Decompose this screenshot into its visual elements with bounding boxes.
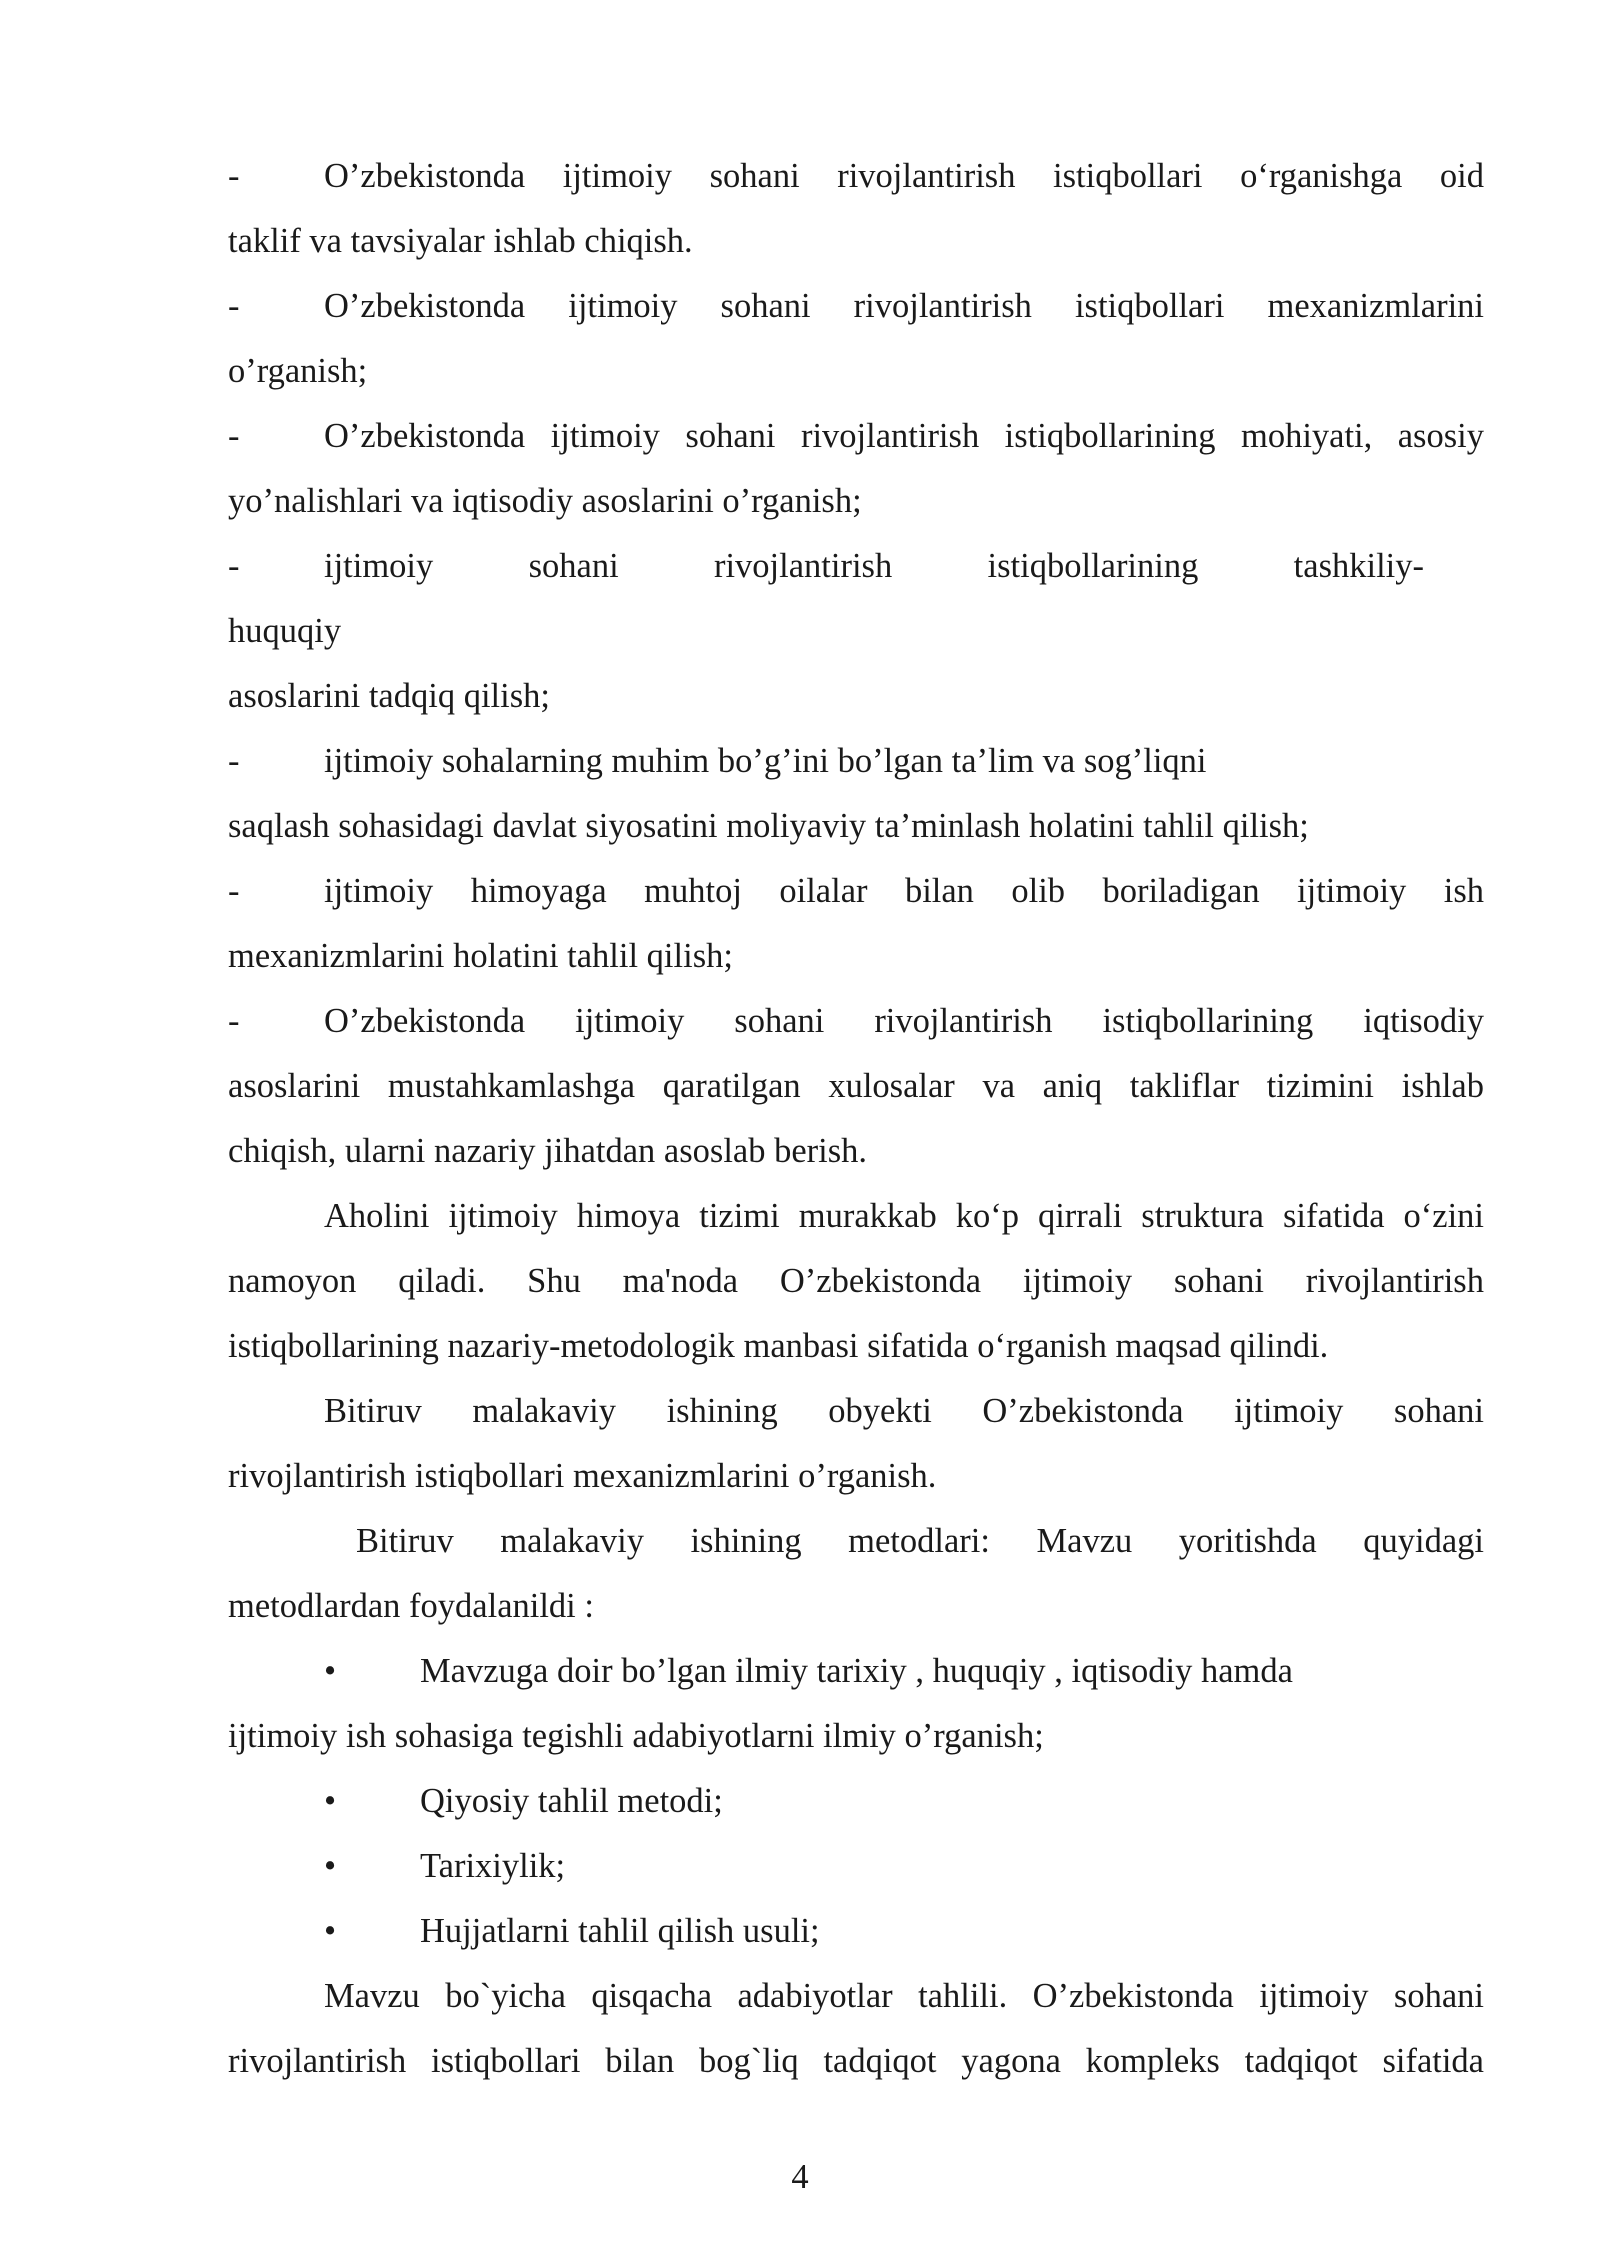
paragraph-first-line: Bitiruv malakaviy ishining obyekti O’zbekistonda ijtimoiy sohani <box>324 1392 1484 1430</box>
paragraph-first-line: Mavzu bo`yicha qisqacha adabiyotlar tahlili. O’zbekistonda ijtimoiy sohani <box>324 1977 1484 2015</box>
paragraph-line: yo’nalishlari va iqtisodiy asoslarini o’rganish; <box>228 482 862 520</box>
dash-marker: - <box>228 872 240 910</box>
list-item-text: ijtimoiy himoyaga muhtoj oilalar bilan olib boriladigan ijtimoiy ish <box>324 872 1484 910</box>
text-line <box>228 1452 1484 1517</box>
paragraph-line: taklif va tavsiyalar ishlab chiqish. <box>228 222 693 260</box>
text-line <box>228 282 1484 347</box>
text-line <box>228 737 1484 802</box>
text-line <box>228 542 1484 607</box>
text-line <box>228 672 1484 737</box>
text-line <box>228 1257 1484 1322</box>
bullet-marker: • <box>324 1782 337 1820</box>
text-line <box>228 1712 1484 1777</box>
bullet-item-text: Hujjatlarni tahlil qilish usuli; <box>420 1912 820 1950</box>
dash-marker: - <box>228 287 240 325</box>
page-number: 4 <box>791 2158 809 2196</box>
text-line <box>228 607 1484 672</box>
bullet-item-text: Mavzuga doir bo’lgan ilmiy tarixiy , huquqiy , iqtisodiy hamda <box>420 1652 1293 1690</box>
paragraph-line: mexanizmlarini holatini tahlil qilish; <box>228 937 733 975</box>
text-line <box>228 1322 1484 1387</box>
text-line <box>228 1582 1484 1647</box>
list-item-text: O’zbekistonda ijtimoiy sohani rivojlantirish istiqbollarining iqtisodiy <box>324 1002 1484 1040</box>
dash-marker: - <box>228 742 240 780</box>
paragraph-line: istiqbollarining nazariy-metodologik manbasi sifatida o‘rganish maqsad qilindi. <box>228 1327 1329 1365</box>
bullet-marker: • <box>324 1847 337 1885</box>
paragraph-line: rivojlantirish istiqbollari mexanizmlarini o’rganish. <box>228 1457 937 1495</box>
text-line <box>228 1647 1484 1712</box>
text-line <box>228 2037 1484 2102</box>
text-line <box>228 217 1484 282</box>
paragraph-line: rivojlantirish istiqbollari bilan bog`liq tadqiqot yagona kompleks tadqiqot sifatida <box>228 2042 1484 2080</box>
paragraph-line: ijtimoiy ish sohasiga tegishli adabiyotlarni ilmiy o’rganish; <box>228 1717 1044 1755</box>
text-line <box>228 1907 1484 1972</box>
paragraph-line: huquqiy <box>228 612 342 650</box>
text-line <box>228 1972 1484 2037</box>
dash-marker: - <box>228 547 240 585</box>
list-item-text: O’zbekistonda ijtimoiy sohani rivojlantirish istiqbollari o‘rganishga oid <box>324 157 1484 195</box>
paragraph-line: chiqish, ularni nazariy jihatdan asoslab berish. <box>228 1132 868 1170</box>
text-line <box>228 347 1484 412</box>
list-item-text: ijtimoiy sohalarning muhim bo’g’ini bo’lgan ta’lim va sog’liqni <box>324 742 1207 780</box>
text-line <box>228 1192 1484 1257</box>
list-item-text: O’zbekistonda ijtimoiy sohani rivojlantirish istiqbollari mexanizmlarini <box>324 287 1484 325</box>
text-line <box>228 1127 1484 1192</box>
text-line <box>228 1777 1484 1842</box>
list-item-text: ijtimoiy sohani rivojlantirish istiqbollarining tashkiliy- <box>324 547 1424 585</box>
dash-marker: - <box>228 417 240 455</box>
paragraph-first-line: Bitiruv malakaviy ishining metodlari: Mavzu yoritishda quyidagi <box>356 1522 1484 1560</box>
paragraph-first-line: Aholini ijtimoiy himoya tizimi murakkab ko‘p qirrali struktura sifatida o‘zini <box>324 1197 1484 1235</box>
list-item-text: O’zbekistonda ijtimoiy sohani rivojlantirish istiqbollarining mohiyati, asosiy <box>324 417 1484 455</box>
dash-marker: - <box>228 1002 240 1040</box>
bullet-item-text: Tarixiylik; <box>420 1847 566 1885</box>
bullet-marker: • <box>324 1652 337 1690</box>
text-line <box>228 932 1484 997</box>
text-line <box>228 1387 1484 1452</box>
paragraph-line: asoslarini mustahkamlashga qaratilgan xulosalar va aniq takliflar tizimini ishlab <box>228 1067 1484 1105</box>
bullet-marker: • <box>324 1912 337 1950</box>
paragraph-line: asoslarini tadqiq qilish; <box>228 677 550 715</box>
text-line <box>228 412 1484 477</box>
paragraph-line: metodlardan foydalanildi : <box>228 1587 594 1625</box>
text-line <box>228 1842 1484 1907</box>
body-text <box>228 152 1484 2102</box>
text-line <box>228 997 1484 1062</box>
text-line <box>228 477 1484 542</box>
paragraph-line: saqlash sohasidagi davlat siyosatini moliyaviy ta’minlash holatini tahlil qilish; <box>228 807 1309 845</box>
text-line <box>228 152 1484 217</box>
text-line <box>228 867 1484 932</box>
text-line <box>228 1517 1484 1582</box>
paragraph-line: namoyon qiladi. Shu ma'noda O’zbekistonda ijtimoiy sohani rivojlantirish <box>228 1262 1484 1300</box>
bullet-item-text: Qiyosiy tahlil metodi; <box>420 1782 723 1820</box>
text-line <box>228 1062 1484 1127</box>
paragraph-line: o’rganish; <box>228 352 368 390</box>
text-line <box>228 802 1484 867</box>
dash-marker: - <box>228 157 240 195</box>
